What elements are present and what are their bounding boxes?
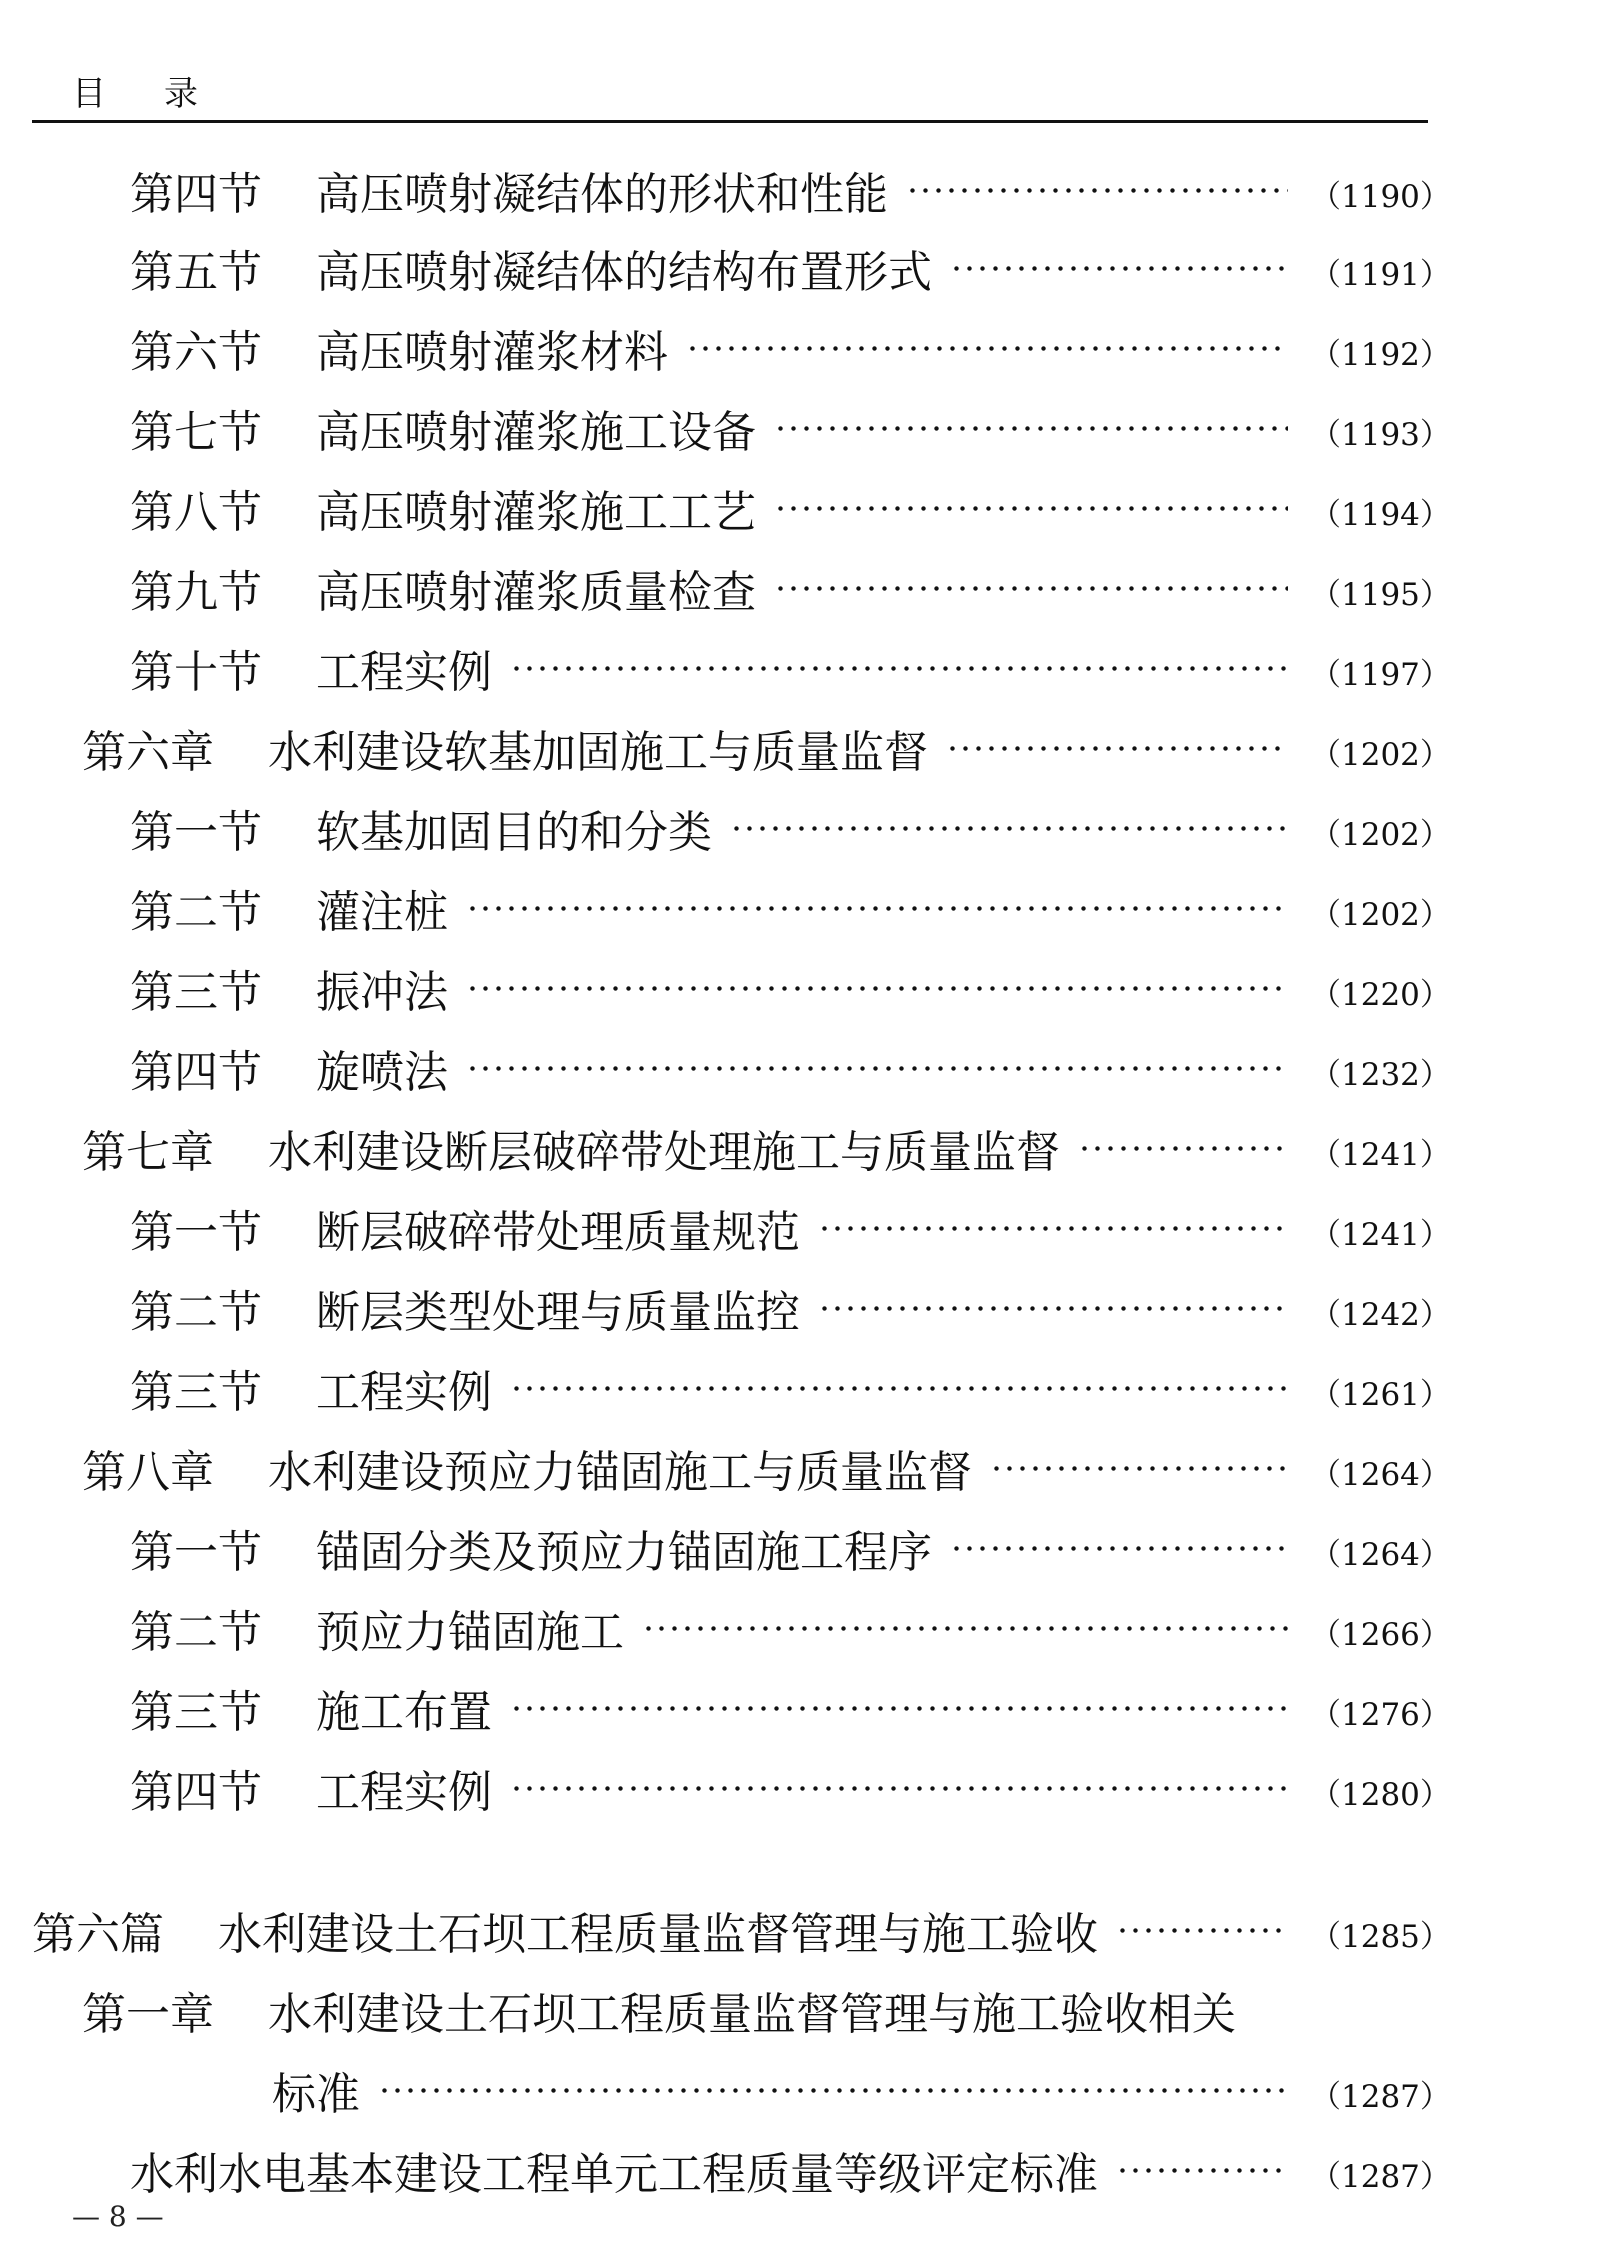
toc-dot-leader	[510, 1384, 1288, 1393]
toc-dot-leader	[1116, 1926, 1288, 1935]
toc-entry-number: 第一节	[130, 1527, 262, 1578]
toc-entry-page: （1276）	[1310, 1696, 1451, 1733]
toc-entry-page: （1202）	[1310, 816, 1451, 853]
toc-dot-leader	[642, 1624, 1288, 1633]
toc-dot-leader	[510, 664, 1288, 673]
toc-entry-number: 第三节	[130, 1367, 262, 1418]
toc-entry-page: （1193）	[1310, 416, 1451, 453]
toc-dot-leader	[510, 1784, 1288, 1793]
toc-dot-leader	[950, 1544, 1288, 1553]
toc-entry-title: 水利建设土石坝工程质量监督管理与施工验收	[218, 1909, 1098, 1960]
toc-entry-title: 水利建设土石坝工程质量监督管理与施工验收相关	[268, 1989, 1236, 2040]
toc-dot-leader	[950, 264, 1288, 273]
toc-entry-title: 工程实例	[316, 1367, 492, 1418]
toc-entry[interactable]	[130, 2140, 1451, 2200]
toc-entry[interactable]	[130, 958, 1451, 1018]
toc-entry-title: 高压喷射灌浆质量检查	[316, 567, 756, 618]
toc-entry-page: （1264）	[1310, 1456, 1451, 1493]
toc-entry-number: 第四节	[130, 1767, 262, 1818]
toc-dot-leader	[818, 1224, 1288, 1233]
toc-entry-page: （1287）	[1310, 2158, 1451, 2195]
toc-entry-number: 第四节	[130, 1047, 262, 1098]
toc-entry[interactable]	[130, 238, 1451, 298]
toc-entry-page	[1310, 2007, 1430, 2013]
toc-entry-title: 水利水电基本建设工程单元工程质量等级评定标准	[130, 2149, 1098, 2200]
toc-entry-number: 第六篇	[32, 1909, 164, 1960]
toc-dot-leader	[378, 2086, 1288, 2095]
header-char-2: 录	[164, 74, 198, 114]
toc-entry-number: 第二节	[130, 1607, 262, 1658]
toc-entry-page: （1266）	[1310, 1616, 1451, 1653]
toc-dot-leader	[774, 424, 1288, 433]
toc-entry-page: （1192）	[1310, 336, 1451, 373]
toc-entry[interactable]	[130, 638, 1451, 698]
toc-entry[interactable]	[130, 1518, 1451, 1578]
toc-entry-page: （1197）	[1310, 656, 1451, 693]
header-char-1: 目	[72, 74, 106, 114]
toc-entry[interactable]	[82, 1980, 1430, 2040]
toc-entry[interactable]	[130, 1758, 1451, 1818]
toc-entry[interactable]	[32, 1900, 1451, 1960]
toc-entry-title: 高压喷射灌浆施工工艺	[316, 487, 756, 538]
toc-entry-number: 第七章	[82, 1127, 214, 1178]
toc-dot-leader	[906, 186, 1288, 195]
toc-entry[interactable]	[130, 1358, 1451, 1418]
toc-entry-number: 第二节	[130, 1287, 262, 1338]
toc-dot-leader	[774, 584, 1288, 593]
toc-entry-number: 第一章	[82, 1989, 214, 2040]
toc-entry-title: 锚固分类及预应力锚固施工程序	[316, 1527, 932, 1578]
toc-entry[interactable]	[130, 798, 1451, 858]
toc-entry-number: 第六节	[130, 327, 262, 378]
toc-entry[interactable]	[272, 2060, 1451, 2120]
toc-entry-title: 预应力锚固施工	[316, 1607, 624, 1658]
toc-entry-number: 第一节	[130, 1207, 262, 1258]
toc-entry-page: （1202）	[1310, 736, 1451, 773]
toc-entry-number: 第二节	[130, 887, 262, 938]
toc-entry-page: （1287）	[1310, 2078, 1451, 2115]
toc-entry-title: 断层类型处理与质量监控	[316, 1287, 800, 1338]
toc-entry[interactable]	[82, 1438, 1451, 1498]
toc-entry-title: 工程实例	[316, 1767, 492, 1818]
toc-entry-title: 断层破碎带处理质量规范	[316, 1207, 800, 1258]
toc-entry-page: （1220）	[1310, 976, 1451, 1013]
toc-entry[interactable]	[130, 160, 1451, 220]
toc-dot-leader	[774, 504, 1288, 513]
toc-dot-leader	[1078, 1144, 1288, 1153]
toc-entry-page: （1191）	[1310, 256, 1451, 293]
toc-entry-number: 第三节	[130, 967, 262, 1018]
toc-entry-number: 第九节	[130, 567, 262, 618]
page-number: — 8 —	[72, 2200, 164, 2233]
toc-entry-title: 标准	[272, 2069, 360, 2120]
toc-dot-leader	[730, 824, 1288, 833]
toc-entry[interactable]	[130, 1598, 1451, 1658]
toc-entry[interactable]	[130, 1278, 1451, 1338]
toc-entry-page: （1202）	[1310, 896, 1451, 933]
toc-entry[interactable]	[130, 398, 1451, 458]
toc-entry-number: 第八节	[130, 487, 262, 538]
toc-entry[interactable]	[82, 718, 1451, 778]
toc-entry-number: 第三节	[130, 1687, 262, 1738]
toc-entry-page: （1242）	[1310, 1296, 1451, 1333]
toc-entry-page: （1195）	[1310, 576, 1451, 613]
toc-entry-number: 第六章	[82, 727, 214, 778]
toc-entry[interactable]	[130, 1678, 1451, 1738]
toc-entry-page: （1264）	[1310, 1536, 1451, 1573]
toc-dot-leader	[686, 344, 1288, 353]
toc-entry-title: 工程实例	[316, 647, 492, 698]
toc-entry[interactable]	[130, 558, 1451, 618]
toc-entry-number: 第五节	[130, 247, 262, 298]
toc-entry[interactable]	[130, 1198, 1451, 1258]
toc-entry-title: 水利建设预应力锚固施工与质量监督	[268, 1447, 972, 1498]
toc-entry-page: （1190）	[1310, 178, 1451, 215]
toc-entry-page: （1261）	[1310, 1376, 1451, 1413]
toc-entry-page: （1194）	[1310, 496, 1451, 533]
toc-dot-leader	[946, 744, 1288, 753]
toc-entry[interactable]	[130, 1038, 1451, 1098]
toc-entry-page: （1241）	[1310, 1216, 1451, 1253]
toc-dot-leader	[510, 1704, 1288, 1713]
toc-entry-number: 第七节	[130, 407, 262, 458]
toc-entry-title: 旋喷法	[316, 1047, 448, 1098]
toc-entry-page: （1285）	[1310, 1918, 1451, 1955]
toc-entry-title: 水利建设软基加固施工与质量监督	[268, 727, 928, 778]
toc-dot-leader	[466, 1064, 1288, 1073]
toc-entry-title: 高压喷射凝结体的形状和性能	[316, 169, 888, 220]
toc-dot-leader	[466, 904, 1288, 913]
toc-entry[interactable]	[130, 478, 1451, 538]
toc-entry-number: 第一节	[130, 807, 262, 858]
toc-entry[interactable]	[130, 318, 1451, 378]
toc-entry-title: 水利建设断层破碎带处理施工与质量监督	[268, 1127, 1060, 1178]
toc-dot-leader	[818, 1304, 1288, 1313]
toc-entry-title: 软基加固目的和分类	[316, 807, 712, 858]
toc-entry-number: 第四节	[130, 169, 262, 220]
toc-dot-leader	[466, 984, 1288, 993]
toc-entry-page: （1232）	[1310, 1056, 1451, 1093]
toc-entry-title: 振冲法	[316, 967, 448, 1018]
toc-dot-leader	[1116, 2166, 1288, 2175]
toc-entry[interactable]	[82, 1118, 1451, 1178]
toc-entry-title: 施工布置	[316, 1687, 492, 1738]
toc-entry-number: 第十节	[130, 647, 262, 698]
toc-dot-leader	[990, 1464, 1288, 1473]
toc-entry[interactable]	[130, 878, 1451, 938]
toc-entry-title: 灌注桩	[316, 887, 448, 938]
toc-entry-page: （1280）	[1310, 1776, 1451, 1813]
toc-entry-title: 高压喷射灌浆材料	[316, 327, 668, 378]
toc-entry-title: 高压喷射灌浆施工设备	[316, 407, 756, 458]
toc-entry-title: 高压喷射凝结体的结构布置形式	[316, 247, 932, 298]
toc-entry-number: 第八章	[82, 1447, 214, 1498]
toc-entry-page: （1241）	[1310, 1136, 1451, 1173]
